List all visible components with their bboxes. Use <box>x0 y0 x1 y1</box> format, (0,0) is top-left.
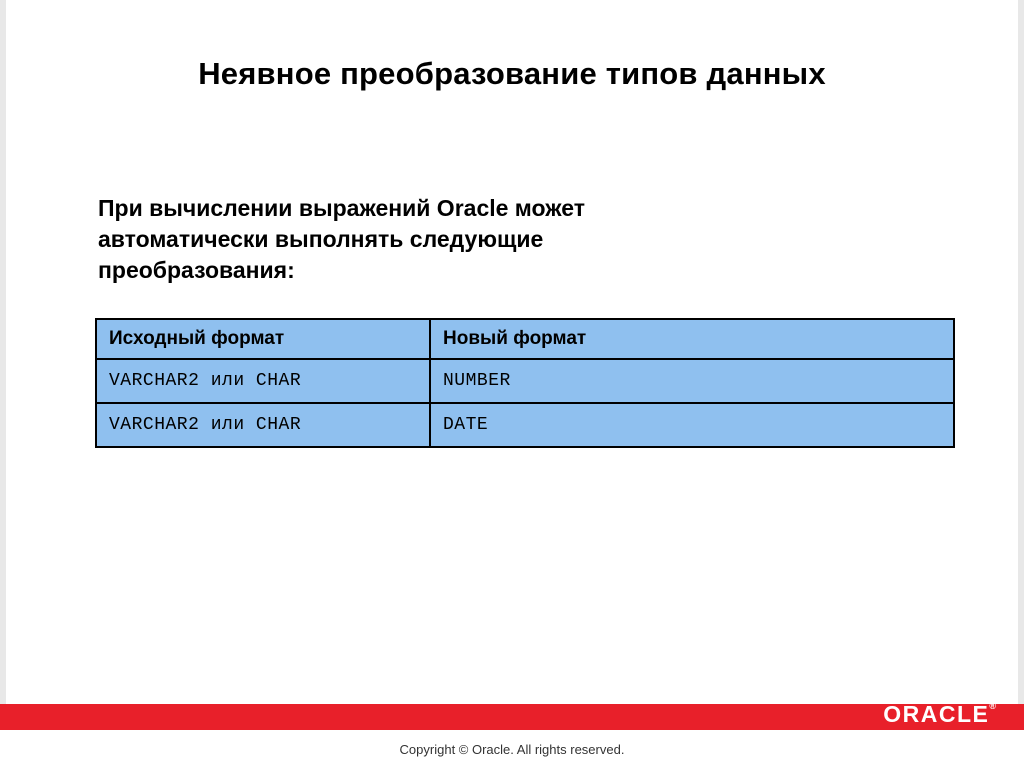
column-header-source-format: Исходный формат <box>96 319 430 359</box>
page-title: Неявное преобразование типов данных <box>198 56 826 91</box>
cell-new-format: DATE <box>430 403 954 447</box>
right-edge-band <box>1018 0 1024 712</box>
left-edge-band <box>0 0 6 712</box>
column-header-new-format: Новый формат <box>430 319 954 359</box>
table-header-row <box>96 319 954 359</box>
table-row <box>96 359 954 403</box>
oracle-logo <box>883 701 996 728</box>
footer-accent-bar <box>0 704 1024 730</box>
copyright-notice: Copyright © Oracle. All rights reserved. <box>399 742 625 757</box>
conversion-table <box>95 318 925 448</box>
cell-source-format: VARCHAR2 или CHAR <box>96 359 430 403</box>
body-paragraph: При вычислении выражений Oracle может автоматически выполнять следующие преобразования: <box>98 195 586 283</box>
cell-source-format: VARCHAR2 или CHAR <box>96 403 430 447</box>
oracle-logo-text: ORACLE <box>883 701 990 727</box>
table-row <box>96 403 954 447</box>
cell-new-format: NUMBER <box>430 359 954 403</box>
registered-trademark-icon: ® <box>989 701 996 711</box>
